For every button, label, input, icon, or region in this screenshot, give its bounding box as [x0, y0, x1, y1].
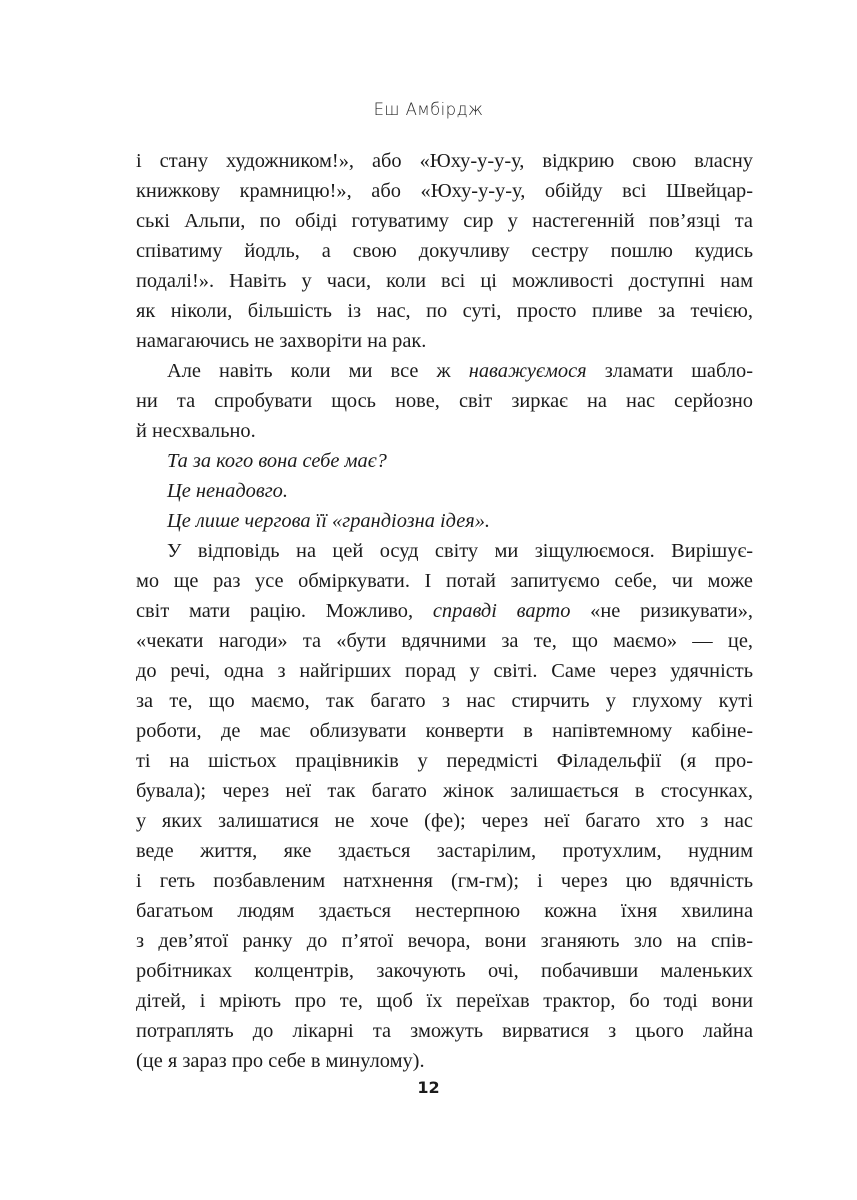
text-line	[136, 386, 753, 416]
text-line	[136, 746, 753, 776]
text-line: подалі!». Навіть у часи, коли всі ці можливості доступні нам	[136, 270, 753, 292]
text-run: до речі, одна з найгірших порад у світі. Саме через удячність	[136, 660, 753, 682]
text-run: веде життя, яке здається застарілим, протухлим, нудним	[136, 840, 753, 862]
emphasis-run: справді варто	[432, 600, 571, 622]
text-run: У відповідь на цей осуд світу ми зіщулюємося. Вирішує-	[167, 540, 753, 562]
text-run: «не ризикувати»,	[570, 600, 753, 622]
text-line: як ніколи, більшість із нас, по суті, просто пливе за течією,	[136, 300, 753, 322]
text-line: ські Альпи, по обіді готуватиму сир у настегенній пов’язці та	[136, 210, 753, 232]
text-line: Та за кого вона себе має?	[167, 450, 387, 472]
text-line: Це ненадовго.	[167, 480, 288, 502]
text-line	[136, 776, 753, 806]
text-run: й несхвально.	[136, 420, 256, 442]
text-line	[136, 686, 753, 716]
text-line	[136, 626, 753, 656]
paragraph	[136, 476, 753, 506]
text-line: книжкову крамницю!», або «Юху-у-у-у, обійду всі Швейцар-	[136, 180, 753, 202]
text-run: «чекати нагоди» та «бути вдячними за те, що маємо» — це,	[136, 630, 753, 652]
text-line	[136, 566, 753, 596]
text-line: Це лише чергова її «грандіозна ідея».	[167, 510, 491, 532]
text-run: роботи, де має облизувати конверти в напівтемному кабіне-	[136, 720, 753, 742]
text-run: з дев’ятої ранку до п’ятої вечора, вони зганяють зло на спів-	[136, 930, 753, 952]
text-run: дітей, і мріють про те, щоб їх переїхав трактор, бо тоді вони	[136, 990, 753, 1012]
text-run: Але навіть коли ми все ж	[167, 360, 469, 382]
text-run: у яких залишатися не хоче (фе); через неї багато хто з нас	[136, 810, 753, 832]
text-line	[136, 986, 753, 1016]
text-line	[136, 656, 753, 686]
text-run: робітниках колцентрів, закочують очі, побачивши маленьких	[136, 960, 753, 982]
text-line: і стану художником!», або «Юху-у-у-у, відкрию свою власну	[136, 150, 753, 172]
paragraph	[136, 536, 753, 1076]
text-run: багатьом людям здається нестерпною кожна їхня хвилина	[136, 900, 753, 922]
text-line	[136, 836, 753, 866]
text-line	[136, 926, 753, 956]
paragraph	[136, 146, 753, 356]
text-line	[136, 596, 753, 626]
text-run: за те, що маємо, так багато з нас стирчить у глухому куті	[136, 690, 753, 712]
text-line	[136, 416, 753, 446]
text-line	[136, 1046, 753, 1076]
text-run: мо ще раз усе обміркувати. І потай запитуємо себе, чи може	[136, 570, 753, 592]
paragraph	[136, 356, 753, 446]
text-run: і геть позбавленим натхнення (гм-гм); і через цю вдячність	[136, 870, 753, 892]
text-line	[136, 806, 753, 836]
body-text-block	[136, 146, 753, 1076]
text-line	[136, 716, 753, 746]
text-line	[136, 896, 753, 926]
text-run: світ мати рацію. Можливо,	[136, 600, 433, 622]
text-line	[136, 956, 753, 986]
paragraph	[136, 506, 753, 536]
running-head-author: Еш Амбірдж	[373, 100, 484, 119]
text-run: бувала); через неї так багато жінок залишається в стосунках,	[136, 780, 753, 802]
text-run: ті на шістьох працівників у передмісті Філадельфії (я про-	[136, 750, 753, 772]
paragraph-container	[136, 146, 753, 1076]
text-line: намагаючись не захворіти на рак.	[136, 330, 427, 352]
text-run: зламати шабло-	[586, 360, 753, 382]
text-line	[136, 1016, 753, 1046]
text-line	[136, 536, 753, 566]
text-run: потраплять до лікарні та зможуть вирватися з цього лайна	[136, 1020, 753, 1042]
text-line	[136, 866, 753, 896]
text-line: співатиму йодль, а свою докучливу сестру пошлю кудись	[136, 240, 753, 262]
text-run: (це я зараз про себе в минулому).	[136, 1050, 425, 1072]
text-line	[136, 356, 753, 386]
emphasis-run: наважуємося	[468, 360, 587, 382]
paragraph	[136, 446, 753, 476]
text-run: ни та спробувати щось нове, світ зиркає на нас серйозно	[136, 390, 753, 412]
page-number: 12	[417, 1078, 440, 1097]
